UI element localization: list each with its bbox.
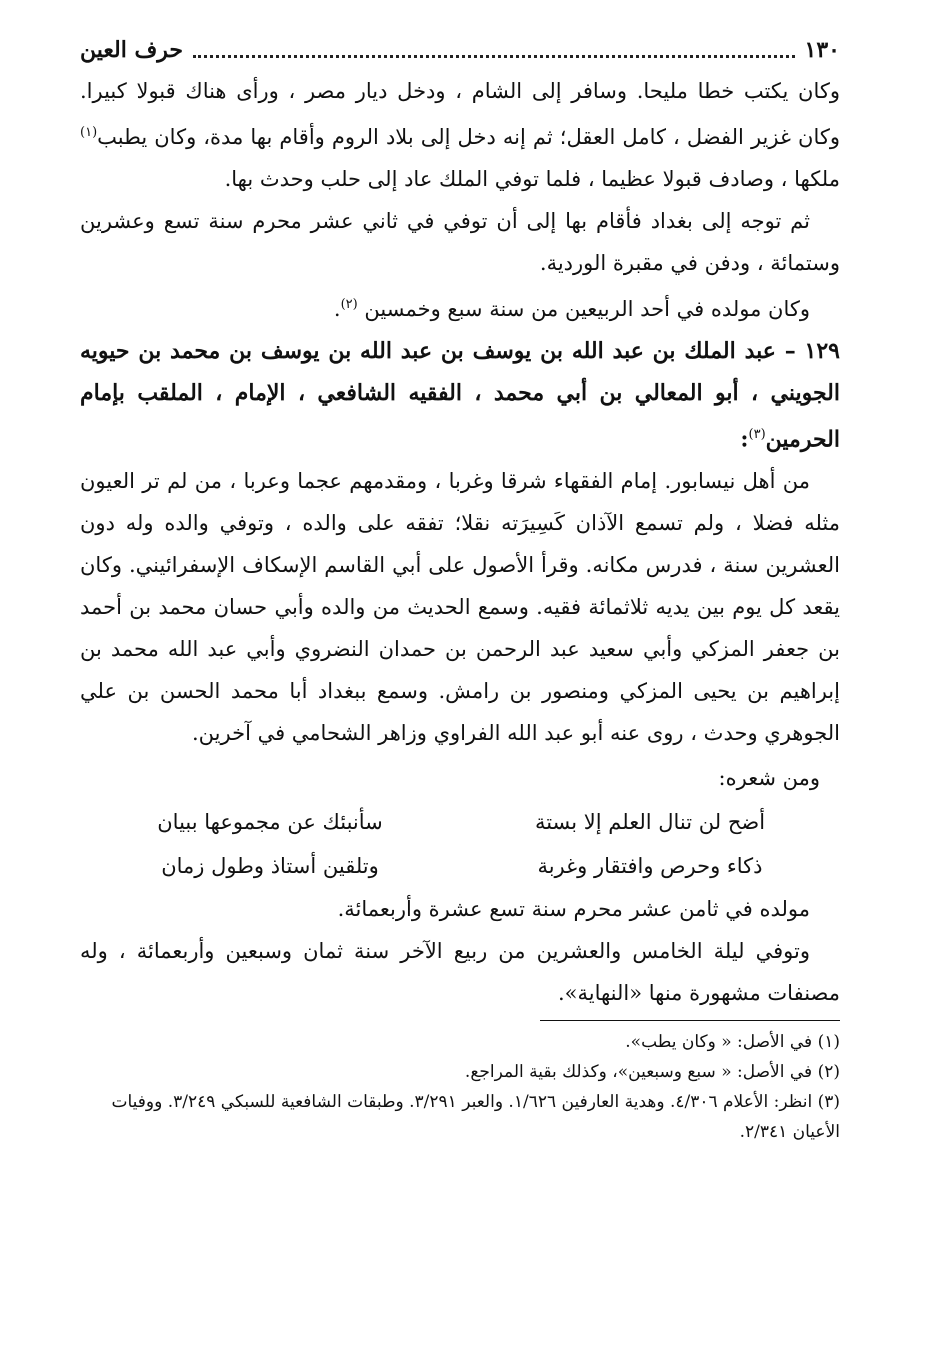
entry-heading-text: ١٢٩ – عبد الملك بن عبد الله بن يوسف بن عبد الله بن يوسف بن محمد بن حيويه الجويني ، أبو المعالي بن أبي محمد ، الفقيه الشافعي ، الإمام ، الملقب بإمام الحرمين bbox=[80, 338, 840, 453]
book-page bbox=[80, 30, 840, 1340]
footnote-ref-3[interactable]: (٣) bbox=[748, 427, 766, 442]
paragraph-birth bbox=[80, 284, 840, 330]
page-number: ١٣٠ bbox=[804, 37, 840, 63]
paragraph-death: ثم توجه إلى بغداد فأقام بها إلى أن توفي في ثاني عشر محرم سنة تسع وعشرين وستمائة ، ودفن في مقبرة الوردية. bbox=[80, 209, 840, 275]
footnote-1: (١) في الأصل: « وكان يطب». bbox=[625, 1032, 840, 1053]
punctuation: . bbox=[333, 297, 341, 321]
paragraph-travels bbox=[80, 70, 840, 200]
paragraph-biography: من أهل نيسابور. إمام الفقهاء شرقا وغربا ، ومقدمهم عجما وعربا ، من لم تر العيون مثله فضلا ، ولم تسمع الآذان كَسِيرَته نقلا؛ تفقه على والده ، وتوفي والده وله دون العشرين سنة ، فدرس مكانه. وقرأ الأصول على أبي القاسم الإسكاف الإسفرائيني. وكان يقعد كل يوم بين يديه ثلاثمائة فقيه. وسمع الحديث من والده وأبي حسان محمد بن أحمد بن جعفر المزكي وأبي سعيد عبد الرحمن بن حمدان النضروي وأبي عبد الله محمد بن إبراهيم بن يحيى المزكي ومنصور بن رامش. وسمع ببغداد أبا محمد الحسن بن علي الجوهري وحدث ، روى عنه أبو عبد الله الفراوي وزاهر الشحامي في آخرين. bbox=[80, 469, 840, 746]
poem-verse bbox=[80, 800, 840, 844]
paragraph-text: وكان يكتب خطا مليحا. وسافر إلى الشام ، ودخل ديار مصر ، ورأى هناك قبولا كبيرا. وكان غزير الفضل ، كامل العقل؛ ثم إنه دخل إلى بلاد الروم وأقام بها مدة، وكان يطبب bbox=[80, 79, 840, 149]
footnote-2: (٢) في الأصل: « سبع وسبعين»، وكذلك بقية المراجع. bbox=[464, 1062, 840, 1083]
punctuation: : bbox=[740, 426, 749, 453]
paragraph-deathdate: وتوفي ليلة الخامس والعشرين من ربيع الآخر سنة ثمان وسبعين وأربعمائة ، وله مصنفات مشهورة منها «النهاية». bbox=[80, 939, 840, 1006]
footnote-3: (٣) انظر: الأعلام ٤/٣٠٦. وهدية العارفين ١/٦٢٦. والعبر ٣/٢٩١. وطبقات الشافعية للسبكي ٣/٢٤٩. ووفيات الأعيان ٢/٣٤١. bbox=[111, 1092, 840, 1143]
running-title: حرف العين bbox=[80, 37, 184, 63]
header-dotted-leader bbox=[193, 55, 795, 58]
verse-first-hemistich: أضح لن تنال العلم إلا بستة bbox=[534, 810, 766, 835]
poem-verse bbox=[80, 844, 840, 888]
entry-heading bbox=[80, 330, 840, 460]
page-header bbox=[80, 30, 840, 70]
verse-second-hemistich: وتلقين أستاذ وطول زمان bbox=[161, 854, 379, 879]
footnote-ref-1[interactable]: (١) bbox=[80, 125, 98, 140]
footnotes bbox=[80, 1027, 840, 1147]
verse-second-hemistich: سأنبئك عن مجموعها ببيان bbox=[157, 810, 383, 835]
poem-intro: ومن شعره: bbox=[718, 766, 820, 791]
paragraph-birthdate: مولده في ثامن عشر محرم سنة تسع عشرة وأربعمائة. bbox=[337, 897, 810, 922]
verse-first-hemistich: ذكاء وحرص وافتقار وغربة bbox=[537, 854, 763, 879]
footnote-ref-2[interactable]: (٢) bbox=[340, 297, 358, 312]
footnote-separator bbox=[540, 1020, 840, 1021]
paragraph-text: وكان مولده في أحد الربيعين من سنة سبع وخمسين bbox=[364, 297, 810, 321]
paragraph-text: ملكها ، وصادف قبولا عظيما ، فلما توفي الملك عاد إلى حلب وحدث بها. bbox=[224, 167, 840, 191]
